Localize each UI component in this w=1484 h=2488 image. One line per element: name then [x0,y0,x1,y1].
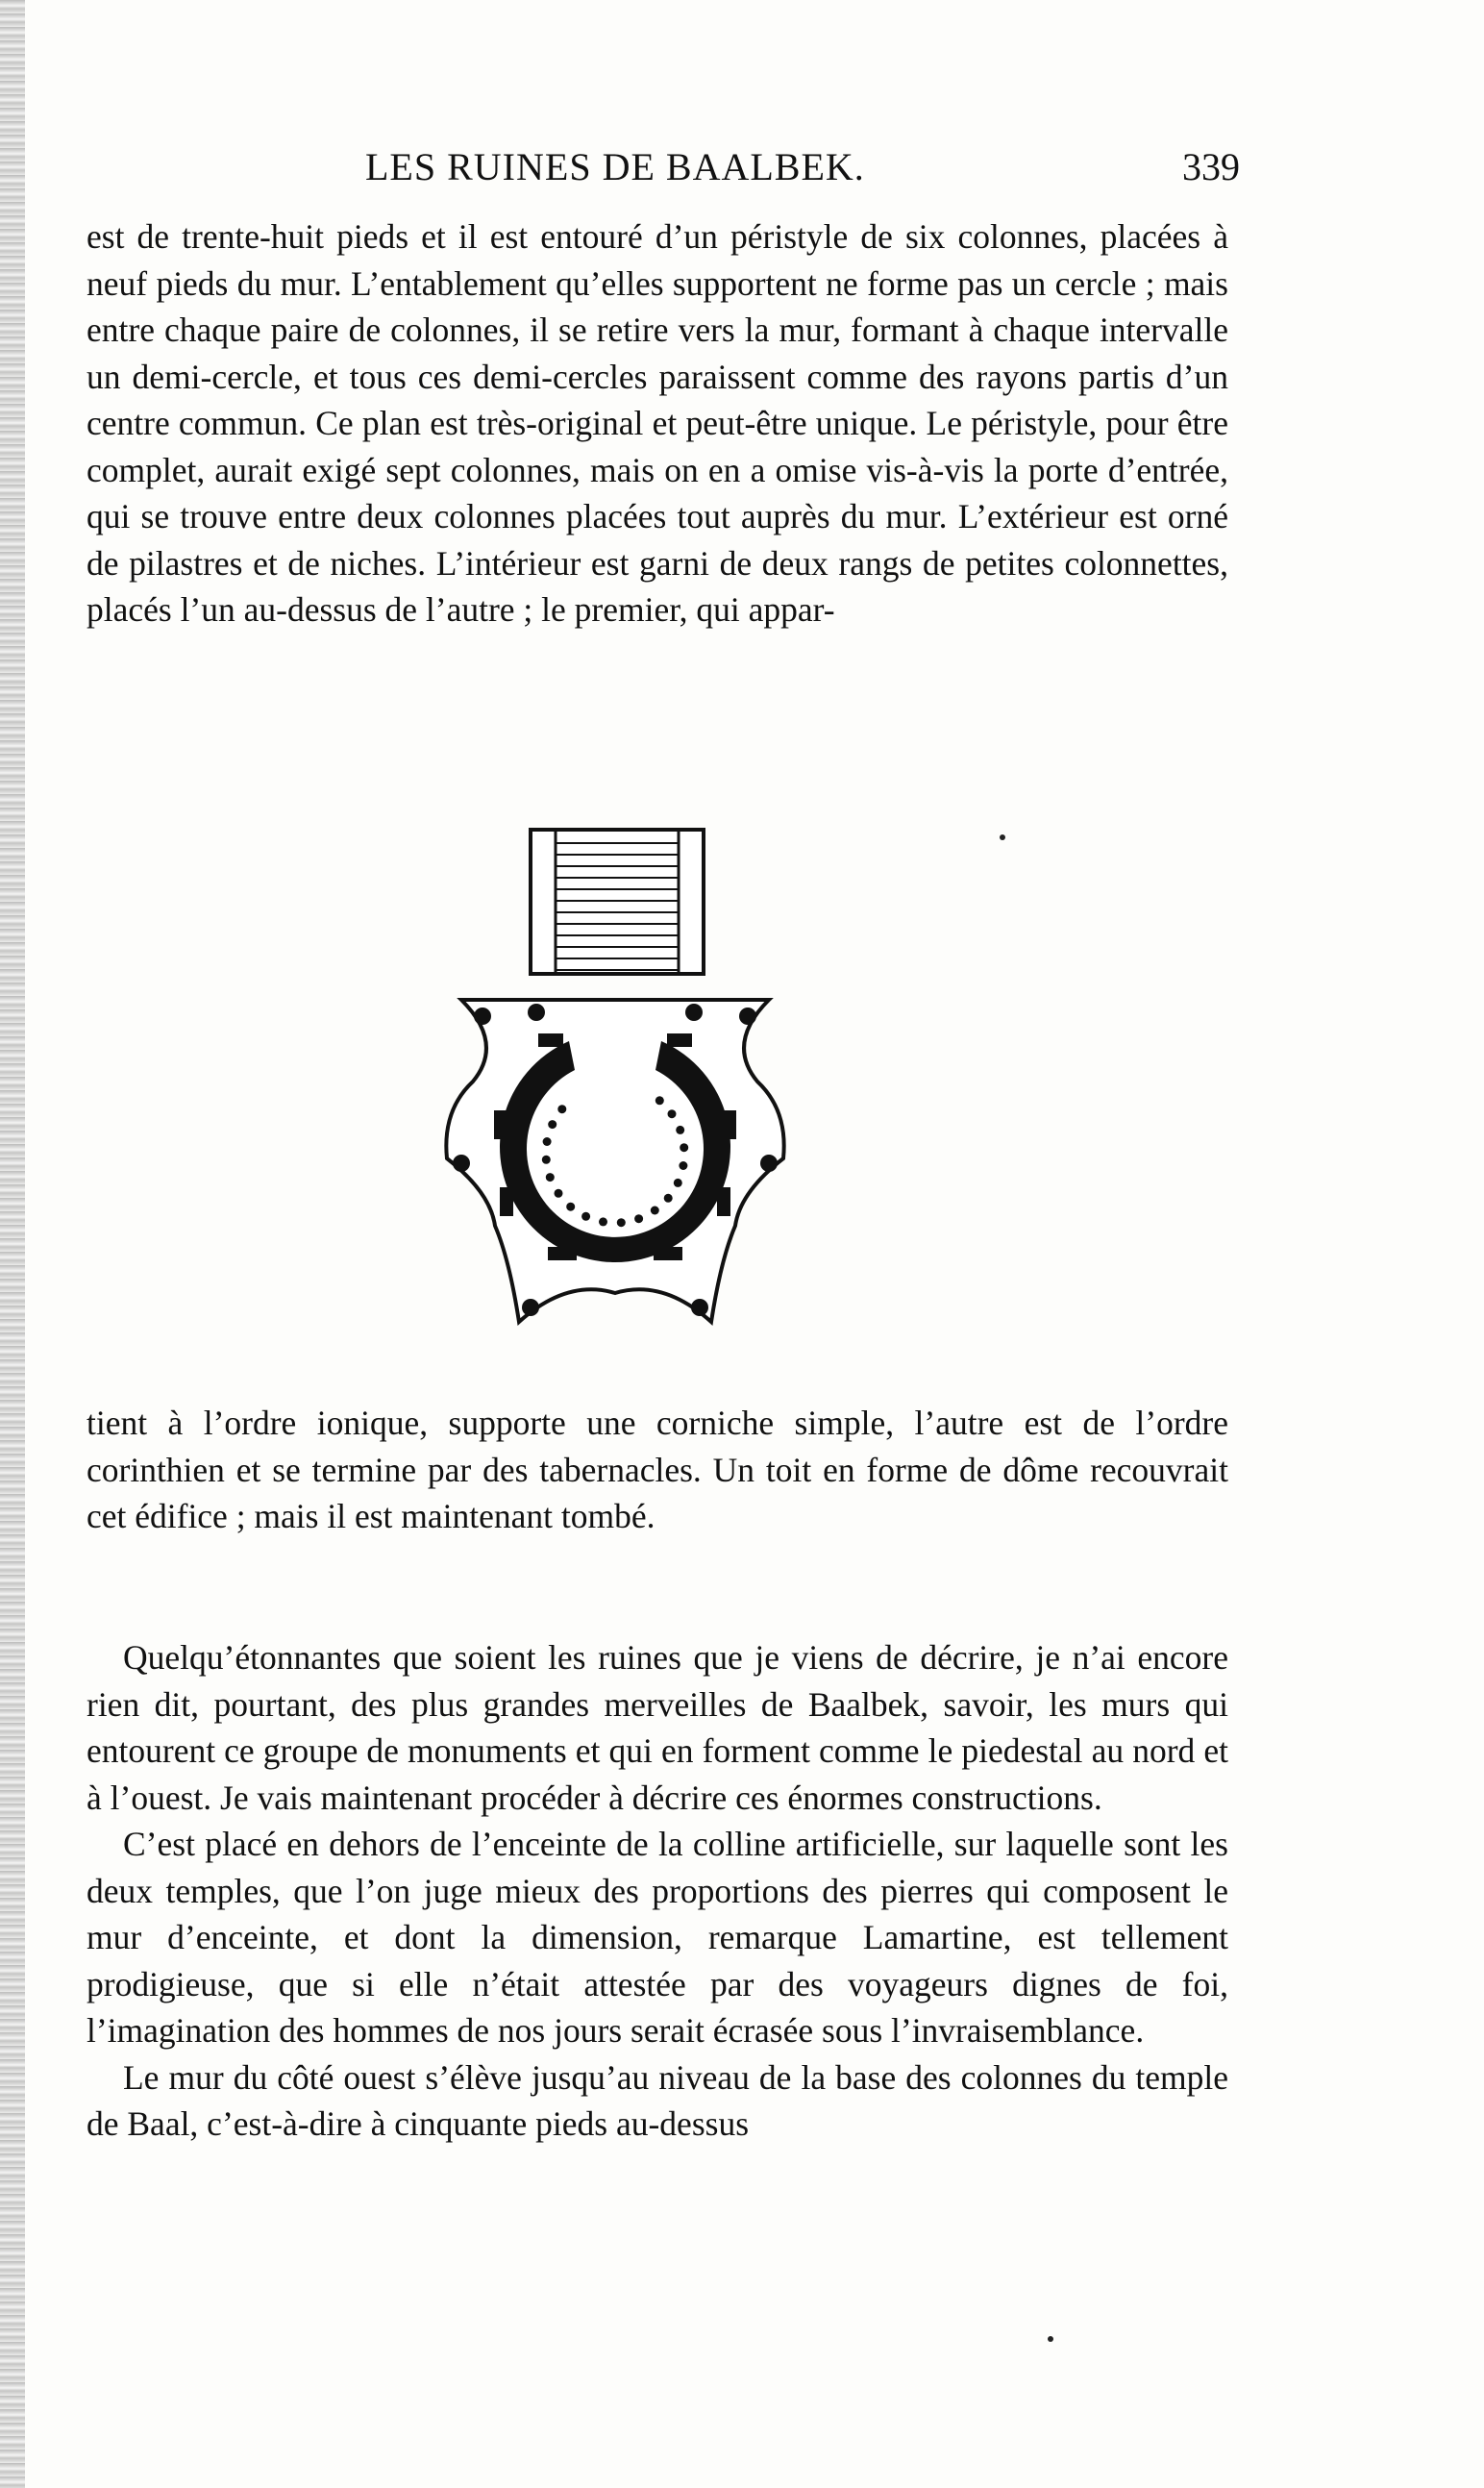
colonnette-dot [676,1126,684,1134]
circular-temple-ground-plan-icon [446,830,783,1322]
colonnette-dot [599,1217,607,1226]
print-speck [1048,2336,1053,2342]
running-title: LES RUINES DE BAALBEK. [365,145,865,188]
temple-plan-figure [404,822,827,1375]
colonnette-dot [668,1109,677,1118]
colonnette-dot [542,1156,551,1164]
colonnette-dot [674,1179,682,1187]
paragraph: C’est placé en dehors de l’enceinte de la colline artificielle, sur laquelle sont les deux temples, que l’on juge mieux des proportions des pierres qui composent le mur d’enceinte, et dont la dimension, remarque Lamartine, est tellement prodigieuse, que si elle n’était attestée par des voyageurs dignes de foi, l’imagination des hommes de nos jours serait écrasée sous l’invraisemblance. [87,1825,1228,2050]
paragraph: Quelqu’étonnantes que soient les ruines que je viens de décrire, je n’ai encore rien dit, pourtant, des plus grandes merveilles de Baalbek, savoir, les murs qui entourent ce groupe de monuments et qui en forment comme le piedestal au nord et à l’ouest. Je vais maintenant procéder à décrire ces énormes constructions. [87,1638,1228,1817]
colonnette-dot [679,1161,687,1170]
paragraph: Le mur du côté ouest s’élève jusqu’au niveau de la base des colonnes du temple de Baal, c’est-à-dire à cinquante pieds au-dessus [87,2057,1228,2143]
colonnette-dot [566,1203,575,1211]
page-binding-edge [0,0,25,2488]
entablement-outline [446,1000,783,1322]
colonnette-dot [543,1137,552,1146]
colonnette-dot [548,1120,556,1129]
colonnette-dot [557,1105,566,1113]
page-number: 339 [1182,145,1240,188]
running-head [87,144,1240,202]
text-block-middle [87,1400,1228,1540]
text-block-bottom [87,1634,1228,2148]
colonnette-dot [581,1212,590,1221]
colonnette-dot [651,1207,659,1215]
text-block-top [87,213,1228,634]
colonnette-dot [617,1218,626,1227]
colonnette-dot [655,1096,664,1105]
colonnette-dot [634,1214,643,1223]
colonnette-dot [664,1194,673,1203]
paragraph: tient à l’ordre ionique, supporte une corniche simple, l’autre est de l’ordre corinthien et se termine par des tabernacles. Un toit en forme de dôme recouvrait cet édifice ; mais il est maintenant tombé. [87,1404,1228,1535]
colonnette-dot [680,1143,688,1152]
colonnette-dot [555,1189,563,1198]
paragraph: est de trente-huit pieds et il est entouré d’un péristyle de six colonnes, placées à neuf pieds du mur. L’entablement qu’elles supportent ne forme pas un cercle ; mais entre chaque paire de colonnes, il se retire vers la mur, formant à chaque intervalle un demi-cercle, et tous ces demi-cercles paraissent comme des rayons partis d’un centre commun. Ce plan est très-original et peut-être unique. Le péristyle, pour être complet, aurait exigé sept colonnes, mais on en a omise vis-à-vis la porte d’entrée, qui se trouve entre deux colonnes placées tout auprès du mur. L’extérieur est orné de pilastres et de niches. L’intérieur est garni de deux rangs de petites colonnettes, placés l’un au-dessus de l’autre ; le premier, qui appar- [87,217,1228,629]
colonnette-dot [546,1173,555,1182]
print-speck [1000,834,1005,840]
